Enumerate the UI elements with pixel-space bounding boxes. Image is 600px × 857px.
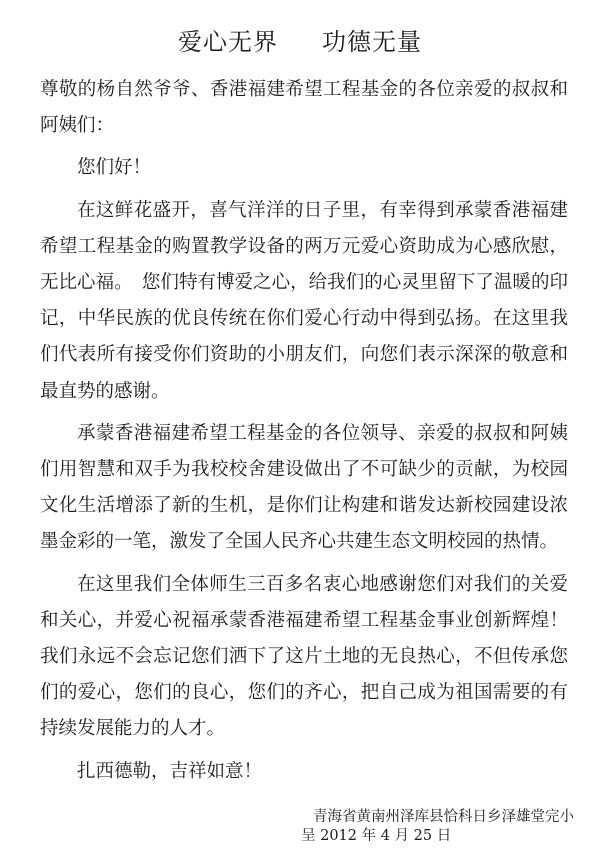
closing: 扎西德勒，吉祥如意！ — [77, 760, 263, 782]
signature-block — [234, 808, 574, 846]
letter-title — [0, 26, 600, 58]
title-left: 爱心无界 — [178, 28, 278, 56]
title-right: 功德无量 — [322, 28, 422, 56]
paragraph-2: 承蒙香港福建希望工程基金的各位领导、亲爱的叔叔和阿姨们用智慧和双手为我校校舍建设做出了不可缺少的贡献，为校园文化生活增添了新的生机，是你们让构建和谐发达新校园建设浓墨金彩的一笔，激发了全国人民齐心共建生态文明校园的热情。 — [40, 422, 568, 553]
paragraph-1: 在这鲜花盛开，喜气洋洋的日子里，有幸得到承蒙香港福建希望工程基金的购置教学设备的两万元爱心资助成为心感欣慰，无比心福。 您们特有博爱之心，给我们的心灵里留下了温暖的印记，中华民族的优良传统在你们爱心行动中得到弘扬。在这里我们代表所有接受你们资助的小朋友们，向您们表示深深的敬意和最直势的感谢。 — [40, 199, 568, 402]
salutation: 尊敬的杨自然爷爷、香港福建希望工程基金的各位亲爱的叔叔和阿姨们： — [40, 79, 568, 137]
greeting: 您们好！ — [77, 157, 152, 179]
signature-org: 青海省黄南州泽库县恰科日乡泽雄堂完小 — [313, 809, 574, 825]
paragraph-3: 在这里我们全体师生三百多名衷心地感谢您们对我们的关爱和关心，并爱心祝福承蒙香港福建希望工程基金事业创新辉煌！我们永远不会忘记您们洒下了这片土地的无良热心，不但传承您们的爱心，您们的良心，您们的齐心，把自己成为祖国需要的有持续发展能力的人才。 — [40, 573, 568, 740]
letter-body — [40, 72, 568, 790]
signature-date: 呈 2012 年 4 月 25 日 — [301, 828, 452, 844]
